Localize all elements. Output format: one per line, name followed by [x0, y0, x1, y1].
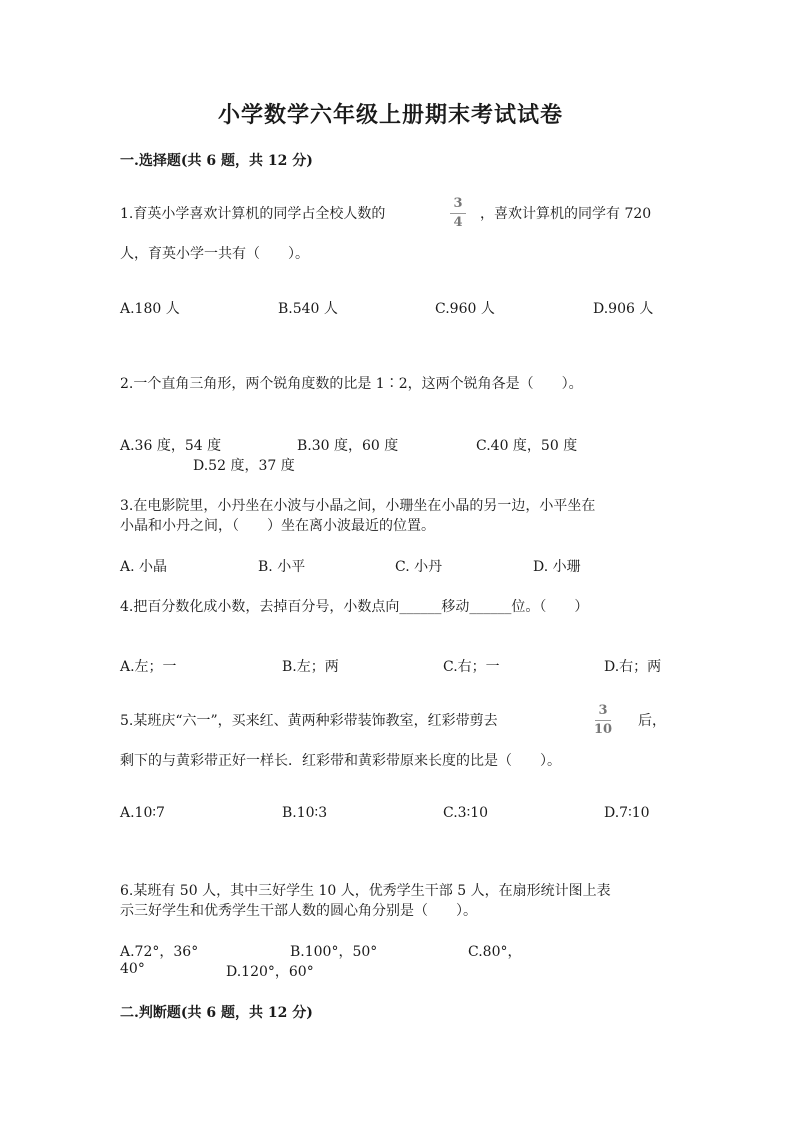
question-1-option-a: A.180 人: [120, 301, 180, 317]
question-2-option-d: D.52 度，37 度: [193, 458, 295, 474]
question-2-option-c: C.40 度，50 度: [476, 438, 578, 454]
fraction-bar: [450, 213, 466, 214]
page-title: 小学数学六年级上册期末考试试卷: [218, 102, 564, 128]
question-4-option-b: B.左；两: [282, 659, 339, 675]
fraction-numerator: 3: [598, 703, 608, 718]
question-2-option-b: B.30 度，60 度: [297, 438, 399, 454]
question-6-option-a: A.72°，36°: [120, 944, 199, 960]
question-6-line-1: 6.某班有 50 人，其中三好学生 10 人，优秀学生干部 5 人，在扇形统计图上表: [120, 883, 611, 899]
question-4-option-c: C.右；一: [443, 659, 500, 675]
question-5-line-1-post: 后，: [638, 713, 666, 729]
question-4-option-d: D.右；两: [604, 659, 662, 675]
question-1-line-1-post: ，喜欢计算机的同学有 720: [480, 206, 652, 222]
question-4-line-1: 4.把百分数化成小数，去掉百分号，小数点向______移动______位。（ ）: [120, 599, 589, 615]
question-5-option-c: C.3∶10: [443, 805, 489, 821]
section-heading-true-false: 二.判断题(共 6 题，共 12 分): [120, 1005, 313, 1021]
question-6-option-c: C.80°，: [468, 944, 522, 960]
question-4-option-a: A.左；一: [120, 659, 177, 675]
question-3-line-1: 3.在电影院里，小丹坐在小波与小晶之间，小珊坐在小晶的另一边，小平坐在: [120, 498, 596, 514]
question-2-option-a: A.36 度，54 度: [120, 438, 222, 454]
fraction-three-tenths: [594, 704, 612, 737]
fraction-denominator: 10: [594, 722, 613, 737]
question-6-line-2: 示三好学生和优秀学生干部人数的圆心角分别是（ ）。: [120, 903, 477, 919]
question-6-option-b: B.100°，50°: [290, 944, 378, 960]
question-3-line-2: 小晶和小丹之间，（ ）坐在离小波最近的位置。: [120, 518, 435, 534]
fraction-numerator: 3: [453, 196, 463, 211]
question-1-option-b: B.540 人: [278, 301, 338, 317]
question-1-option-d: D.906 人: [593, 301, 654, 317]
question-5-line-2: 剩下的与黄彩带正好一样长．红彩带和黄彩带原来长度的比是（ ）。: [120, 753, 561, 769]
question-6-option-c-continued: 40°: [120, 961, 145, 977]
question-5-line-1-pre: 5.某班庆“六一”，买来红、黄两种彩带装饰教室，红彩带剪去: [120, 713, 498, 729]
question-5-option-a: A.10∶7: [120, 805, 165, 821]
fraction-bar: [595, 720, 611, 721]
fraction-three-quarters: [450, 197, 466, 230]
question-1-line-1-pre: 1.育英小学喜欢计算机的同学占全校人数的: [120, 206, 386, 222]
question-3-option-a: A. 小晶: [120, 559, 168, 575]
question-3-option-b: B. 小平: [258, 559, 306, 575]
fraction-denominator: 4: [453, 215, 463, 230]
question-1-option-c: C.960 人: [435, 301, 495, 317]
question-3-option-d: D. 小珊: [533, 559, 581, 575]
question-6-option-d: D.120°，60°: [226, 964, 314, 980]
section-heading-choice: 一.选择题(共 6 题，共 12 分): [120, 153, 313, 169]
question-5-option-b: B.10∶3: [282, 805, 328, 821]
question-1-line-2: 人，育英小学一共有（ ）。: [120, 246, 309, 262]
question-3-option-c: C. 小丹: [395, 559, 443, 575]
question-2-line-1: 2.一个直角三角形，两个锐角度数的比是 1∶2，这两个锐角各是（ ）。: [120, 376, 583, 392]
question-5-option-d: D.7∶10: [604, 805, 650, 821]
